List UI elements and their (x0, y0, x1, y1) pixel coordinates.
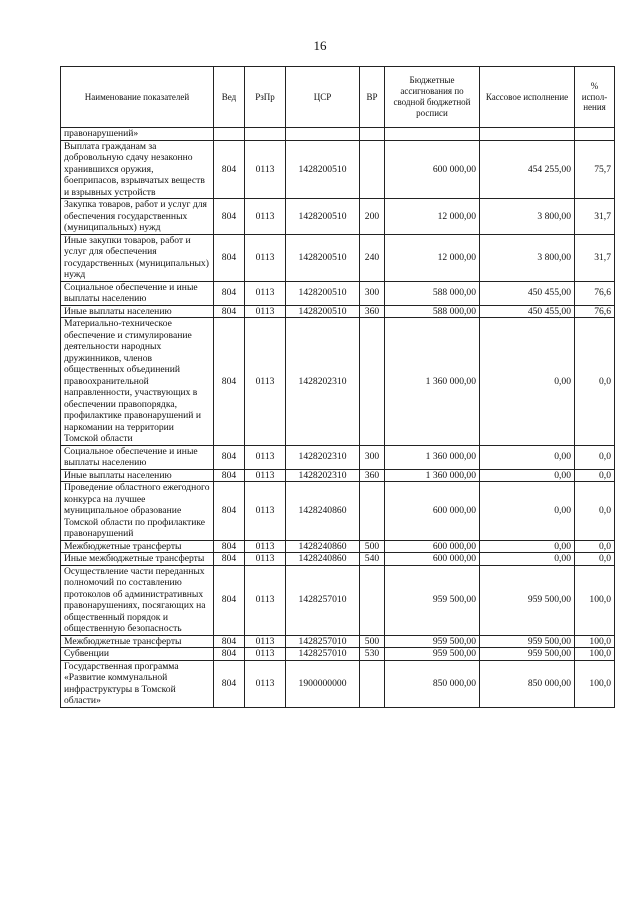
row-csr: 1428200510 (286, 199, 360, 235)
row-vr (360, 565, 385, 635)
row-vr (360, 660, 385, 707)
row-csr: 1428202310 (286, 469, 360, 482)
row-rzpr: 0113 (245, 648, 286, 661)
row-csr: 1900000000 (286, 660, 360, 707)
row-budget: 1 360 000,00 (385, 469, 480, 482)
budget-execution-table (60, 66, 615, 708)
row-pct: 31,7 (575, 234, 615, 281)
row-pct: 100,0 (575, 635, 615, 648)
row-vr: 200 (360, 199, 385, 235)
row-rzpr: 0113 (245, 635, 286, 648)
row-rzpr: 0113 (245, 318, 286, 446)
row-pct: 100,0 (575, 565, 615, 635)
row-cash: 850 000,00 (480, 660, 575, 707)
table-row (61, 553, 615, 566)
row-ved: 804 (214, 199, 245, 235)
row-vr (360, 140, 385, 199)
table-row (61, 660, 615, 707)
row-pct: 0,0 (575, 445, 615, 469)
row-csr: 1428200510 (286, 281, 360, 305)
row-csr: 1428202310 (286, 318, 360, 446)
row-vr: 500 (360, 635, 385, 648)
row-name: Проведение областного ежегодного конкурса на лучшее муниципальное образование Томской области по профилактике правонарушений (61, 482, 214, 541)
table-row (61, 318, 615, 446)
row-pct: 75,7 (575, 140, 615, 199)
row-csr: 1428200510 (286, 140, 360, 199)
row-name: Государственная программа «Развитие коммунальной инфраструктуры в Томской области» (61, 660, 214, 707)
row-name: Закупка товаров, работ и услуг для обеспечения государственных (муниципальных) нужд (61, 199, 214, 235)
header-ved: Вед (214, 67, 245, 128)
row-rzpr: 0113 (245, 305, 286, 318)
row-name: Иные закупки товаров, работ и услуг для обеспечения государственных (муниципальных) нужд (61, 234, 214, 281)
row-rzpr: 0113 (245, 140, 286, 199)
row-csr: 1428257010 (286, 635, 360, 648)
header-rzpr: РзПр (245, 67, 286, 128)
row-ved: 804 (214, 482, 245, 541)
row-budget: 588 000,00 (385, 305, 480, 318)
row-budget: 600 000,00 (385, 140, 480, 199)
row-rzpr: 0113 (245, 234, 286, 281)
row-rzpr (245, 128, 286, 141)
row-rzpr: 0113 (245, 445, 286, 469)
row-rzpr: 0113 (245, 469, 286, 482)
row-ved (214, 128, 245, 141)
header-budget: Бюджетные ассигнования по сводной бюджетной росписи (385, 67, 480, 128)
row-name: Социальное обеспечение и иные выплаты населению (61, 445, 214, 469)
row-budget: 600 000,00 (385, 482, 480, 541)
row-budget: 850 000,00 (385, 660, 480, 707)
row-name: Социальное обеспечение и иные выплаты населению (61, 281, 214, 305)
row-cash: 450 455,00 (480, 305, 575, 318)
row-cash: 0,00 (480, 540, 575, 553)
row-csr: 1428257010 (286, 565, 360, 635)
row-rzpr: 0113 (245, 482, 286, 541)
header-cash: Кассовое исполнение (480, 67, 575, 128)
row-cash: 3 800,00 (480, 199, 575, 235)
row-cash: 0,00 (480, 553, 575, 566)
row-csr: 1428200510 (286, 305, 360, 318)
row-vr (360, 128, 385, 141)
row-vr: 360 (360, 305, 385, 318)
row-budget: 600 000,00 (385, 553, 480, 566)
row-ved: 804 (214, 469, 245, 482)
row-csr: 1428257010 (286, 648, 360, 661)
row-vr (360, 482, 385, 541)
table-row (61, 281, 615, 305)
row-name: Межбюджетные трансферты (61, 635, 214, 648)
row-vr: 360 (360, 469, 385, 482)
row-budget: 12 000,00 (385, 234, 480, 281)
table-row (61, 234, 615, 281)
row-budget: 959 500,00 (385, 565, 480, 635)
row-name: Выплата гражданам за добровольную сдачу незаконно хранившихся оружия, боеприпасов, взрывчатых веществ и взрывных устройств (61, 140, 214, 199)
row-budget: 959 500,00 (385, 648, 480, 661)
row-cash: 450 455,00 (480, 281, 575, 305)
table-row (61, 140, 615, 199)
row-vr: 540 (360, 553, 385, 566)
header-name: Наименование показателей (61, 67, 214, 128)
row-rzpr: 0113 (245, 281, 286, 305)
table-row (61, 445, 615, 469)
table-row (61, 469, 615, 482)
row-budget: 959 500,00 (385, 635, 480, 648)
row-vr (360, 318, 385, 446)
table-row (61, 305, 615, 318)
row-name: правонарушений» (61, 128, 214, 141)
row-rzpr: 0113 (245, 660, 286, 707)
row-csr: 1428200510 (286, 234, 360, 281)
row-budget: 588 000,00 (385, 281, 480, 305)
row-name: Субвенции (61, 648, 214, 661)
row-csr (286, 128, 360, 141)
row-pct: 100,0 (575, 660, 615, 707)
row-ved: 804 (214, 660, 245, 707)
table-row (61, 199, 615, 235)
row-pct: 0,0 (575, 553, 615, 566)
row-rzpr: 0113 (245, 540, 286, 553)
row-pct: 0,0 (575, 540, 615, 553)
row-ved: 804 (214, 565, 245, 635)
header-csr: ЦСР (286, 67, 360, 128)
row-ved: 804 (214, 318, 245, 446)
row-ved: 804 (214, 648, 245, 661)
header-row (61, 67, 615, 128)
row-cash: 0,00 (480, 469, 575, 482)
row-pct (575, 128, 615, 141)
row-pct: 0,0 (575, 482, 615, 541)
row-ved: 804 (214, 234, 245, 281)
row-vr: 300 (360, 281, 385, 305)
row-budget (385, 128, 480, 141)
row-ved: 804 (214, 540, 245, 553)
row-cash: 3 800,00 (480, 234, 575, 281)
row-budget: 600 000,00 (385, 540, 480, 553)
row-cash: 0,00 (480, 445, 575, 469)
row-ved: 804 (214, 445, 245, 469)
row-name: Межбюджетные трансферты (61, 540, 214, 553)
row-vr: 240 (360, 234, 385, 281)
row-ved: 804 (214, 281, 245, 305)
row-vr: 530 (360, 648, 385, 661)
row-ved: 804 (214, 635, 245, 648)
row-ved: 804 (214, 553, 245, 566)
table-row (61, 635, 615, 648)
row-pct: 76,6 (575, 281, 615, 305)
row-name: Иные межбюджетные трансферты (61, 553, 214, 566)
row-pct: 100,0 (575, 648, 615, 661)
table-row (61, 540, 615, 553)
row-cash: 454 255,00 (480, 140, 575, 199)
row-vr: 500 (360, 540, 385, 553)
row-rzpr: 0113 (245, 565, 286, 635)
row-csr: 1428240860 (286, 553, 360, 566)
row-pct: 31,7 (575, 199, 615, 235)
table-row (61, 565, 615, 635)
row-cash: 959 500,00 (480, 635, 575, 648)
row-csr: 1428240860 (286, 540, 360, 553)
row-name: Иные выплаты населению (61, 469, 214, 482)
row-cash: 0,00 (480, 318, 575, 446)
row-csr: 1428202310 (286, 445, 360, 469)
row-budget: 1 360 000,00 (385, 318, 480, 446)
row-pct: 0,0 (575, 318, 615, 446)
row-vr: 300 (360, 445, 385, 469)
page-number: 16 (313, 38, 327, 53)
row-pct: 0,0 (575, 469, 615, 482)
row-cash: 0,00 (480, 482, 575, 541)
row-budget: 1 360 000,00 (385, 445, 480, 469)
row-rzpr: 0113 (245, 199, 286, 235)
row-ved: 804 (214, 305, 245, 318)
header-vr: ВР (360, 67, 385, 128)
table-row (61, 648, 615, 661)
row-cash: 959 500,00 (480, 648, 575, 661)
table-row (61, 128, 615, 141)
row-rzpr: 0113 (245, 553, 286, 566)
row-pct: 76,6 (575, 305, 615, 318)
row-ved: 804 (214, 140, 245, 199)
row-name: Осуществление части переданных полномочий по составлению протоколов об административных правонарушениях, посягающих на общественный порядок и общественную безопасность (61, 565, 214, 635)
table-row (61, 482, 615, 541)
header-pct: % испол-нения (575, 67, 615, 128)
row-budget: 12 000,00 (385, 199, 480, 235)
row-csr: 1428240860 (286, 482, 360, 541)
row-cash (480, 128, 575, 141)
row-name: Иные выплаты населению (61, 305, 214, 318)
row-name: Материально-техническое обеспечение и стимулирование деятельности народных дружинников, членов общественных объединений правоохранительной направленности, участвующих в обеспечении правопорядка, профилактике правонарушений и наркомании на территории Томской области (61, 318, 214, 446)
row-cash: 959 500,00 (480, 565, 575, 635)
